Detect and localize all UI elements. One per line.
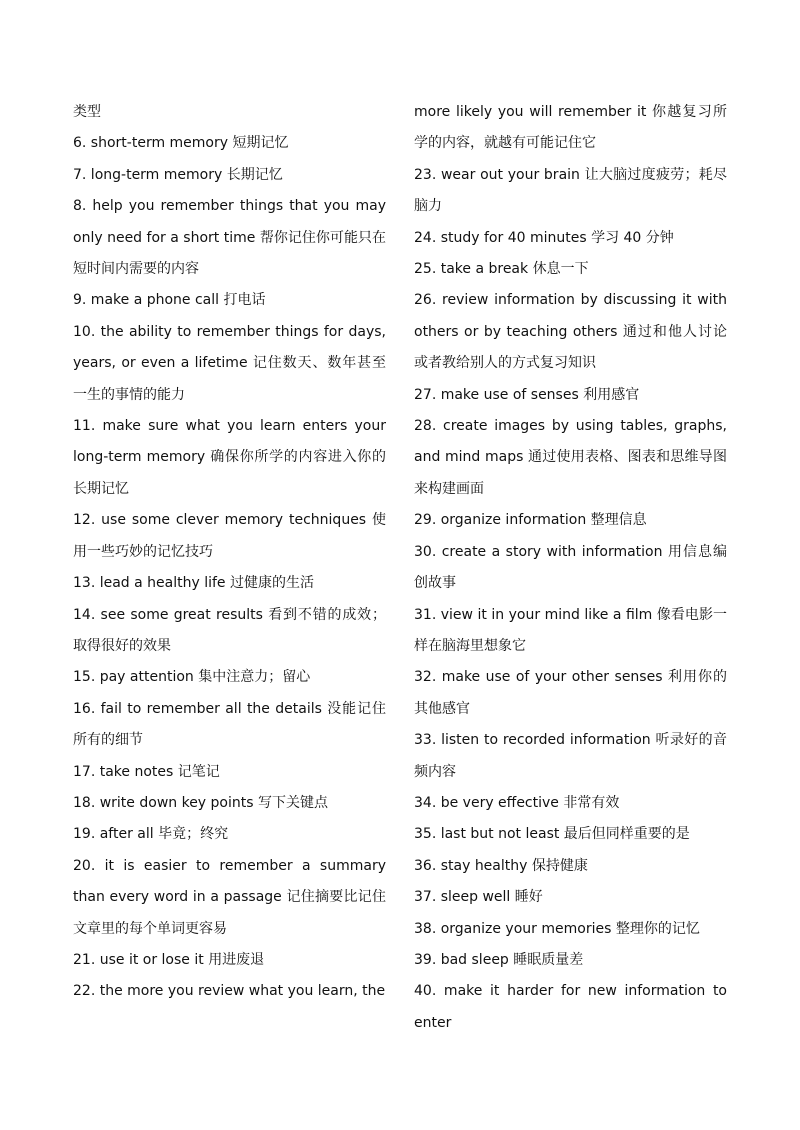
vocab-entry: 25. take a break 休息一下 (414, 261, 589, 278)
vocab-entry: 15. pay attention 集中注意力；留心 (73, 669, 311, 686)
vocab-entry: 18. write down key points 写下关键点 (73, 794, 328, 811)
vocab-entry: 32. make use of your other senses 利用你的其他感官 (414, 669, 727, 717)
vocab-entry: more likely you will remember it 你越复习所学的内容，就越有可能记住它 (414, 104, 727, 152)
vocab-entry: 17. take notes 记笔记 (73, 763, 220, 780)
vocab-entry: 8. help you remember things that you may only need for a short time 帮你记住你可能只在短时间内需要的内容 (73, 198, 386, 278)
vocab-entry: 30. create a story with information 用信息编创故事 (414, 543, 727, 592)
left-column (73, 97, 386, 1008)
vocab-entry: 12. use some clever memory techniques 使用一些巧妙的记忆技巧 (73, 512, 386, 560)
vocab-entry: 35. last but not least 最后但同样重要的是 (414, 826, 690, 843)
vocab-entry: 13. lead a healthy life 过健康的生活 (73, 575, 314, 592)
vocab-entry: 6. short-term memory 短期记忆 (73, 135, 289, 152)
vocab-entry: 28. create images by using tables, graphs, and mind maps 通过使用表格、图表和思维导图来构建画面 (414, 418, 727, 497)
vocab-entry: 10. the ability to remember things for days, years, or even a lifetime 记住数天、数年甚至一生的事情的能力 (73, 323, 386, 403)
vocab-entry: 21. use it or lose it 用进废退 (73, 951, 265, 968)
vocab-entry: 38. organize your memories 整理你的记忆 (414, 920, 700, 937)
vocab-entry: 39. bad sleep 睡眠质量差 (414, 951, 584, 968)
vocab-entry: 40. make it harder for new information to enter (414, 983, 727, 1031)
vocab-entry: 19. after all 毕竟；终究 (73, 826, 229, 843)
vocab-entry: 9. make a phone call 打电话 (73, 292, 266, 309)
vocab-entry: 27. make use of senses 利用感官 (414, 386, 640, 403)
vocab-entry: 16. fail to remember all the details 没能记住所有的细节 (73, 700, 386, 749)
vocab-entry: 类型 (73, 104, 101, 120)
vocab-entry: 14. see some great results 看到不错的成效；取得很好的效果 (73, 606, 386, 654)
vocab-entry: 26. review information by discussing it with others or by teaching others 通过和他人讨论或者教给别人的方式复习知识 (414, 292, 727, 372)
vocab-entry: 33. listen to recorded information 听录好的音频内容 (414, 732, 727, 780)
vocab-entry: 20. it is easier to remember a summary than every word in a passage 记住摘要比记住文章里的每个单词更容易 (73, 857, 386, 937)
vocab-entry: 29. organize information 整理信息 (414, 512, 647, 529)
vocab-entry: 37. sleep well 睡好 (414, 889, 543, 906)
vocab-entry: 34. be very effective 非常有效 (414, 794, 620, 811)
vocab-entry: 23. wear out your brain 让大脑过度疲劳；耗尽脑力 (414, 166, 727, 215)
vocab-entry: 11. make sure what you learn enters your long-term memory 确保你所学的内容进入你的长期记忆 (73, 418, 386, 497)
vocab-entry: 22. the more you review what you learn, the (73, 983, 386, 1000)
right-column (414, 97, 727, 1039)
vocab-entry: 31. view it in your mind like a film 像看电影一样在脑海里想象它 (414, 606, 727, 654)
vocab-entry: 36. stay healthy 保持健康 (414, 857, 588, 874)
vocab-entry: 24. study for 40 minutes 学习 40 分钟 (414, 229, 674, 246)
vocab-entry: 7. long-term memory 长期记忆 (73, 166, 283, 183)
